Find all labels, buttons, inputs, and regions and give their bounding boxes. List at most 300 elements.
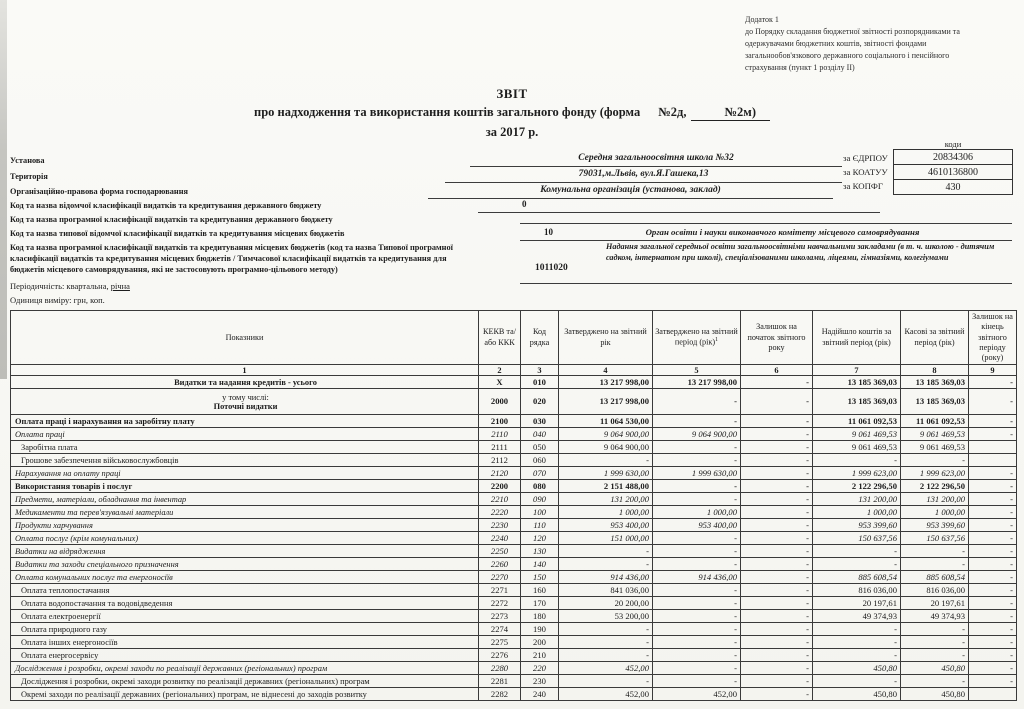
line-code-cell: 110 — [521, 519, 559, 532]
line-code-cell: 200 — [521, 636, 559, 649]
value-cell: 9 061 469,53 — [813, 428, 901, 441]
column-number: 1 — [11, 365, 479, 376]
line-code-cell: 130 — [521, 545, 559, 558]
value-cell: 914 436,00 — [653, 571, 741, 584]
indicator-label-cell: Грошове забезпечення військовослужбовців — [11, 454, 479, 467]
institution-label: Установа — [10, 156, 45, 165]
value-cell: 450,80 — [901, 662, 969, 675]
value-cell: 13 217 998,00 — [653, 376, 741, 389]
table-row — [11, 675, 1017, 688]
value-cell: - — [653, 480, 741, 493]
org-form-label: Організаційно-правова форма господарювання — [10, 187, 188, 196]
value-cell — [969, 441, 1017, 454]
value-cell: - — [653, 597, 741, 610]
value-cell: 49 374,93 — [813, 610, 901, 623]
kekv-code-cell: 2100 — [479, 415, 521, 428]
form-code-2d: №2д, — [658, 105, 687, 119]
value-cell: 13 185 369,03 — [813, 376, 901, 389]
indicator-label-cell: Дослідження і розробки, окремі заходи по реалізації державних (регіональних) програм — [11, 662, 479, 675]
indicator-label-cell: Окремі заходи по реалізації державних (регіональних) програм, не віднесені до заходів розвитку — [11, 688, 479, 701]
line-code-cell: 010 — [521, 376, 559, 389]
typical-departmental-classification-value — [520, 225, 1012, 241]
value-cell: 13 217 998,00 — [559, 376, 653, 389]
kekv-code-cell: 2110 — [479, 428, 521, 441]
value-cell: - — [653, 623, 741, 636]
value-cell: - — [813, 558, 901, 571]
column-header: Затверджено на звітний рік — [559, 311, 653, 365]
typical-classification-code: 10 — [544, 227, 553, 237]
table-row — [11, 649, 1017, 662]
line-code-cell: 080 — [521, 480, 559, 493]
table-row — [11, 454, 1017, 467]
periodicity-line — [10, 281, 130, 291]
program-classification-state-value — [520, 211, 1012, 224]
value-cell: 9 064 900,00 — [559, 441, 653, 454]
value-cell: - — [969, 519, 1017, 532]
value-cell: - — [813, 675, 901, 688]
value-cell: - — [741, 571, 813, 584]
departmental-classification-label: Код та назва відомчої класифікації видатків та кредитування державного бюджету — [10, 201, 322, 210]
territory-value: 79031,м.Львів, вул.Я.Гашека,13 — [445, 167, 842, 183]
indicator-label-cell: Оплата праці — [11, 428, 479, 441]
appendix-note-line: страхування (пункт 1 розділу ІІ) — [745, 63, 855, 72]
kekv-code-cell: 2240 — [479, 532, 521, 545]
value-cell: - — [969, 428, 1017, 441]
column-header: Показники — [11, 311, 479, 365]
value-cell: - — [653, 493, 741, 506]
line-code-cell: 090 — [521, 493, 559, 506]
value-cell: 20 197,61 — [813, 597, 901, 610]
value-cell: 1 000,00 — [813, 506, 901, 519]
unit-of-measure-label: Одиниця виміру: грн, коп. — [10, 295, 105, 305]
value-cell: - — [969, 415, 1017, 428]
edrpou-value: 20834306 — [894, 150, 1013, 165]
value-cell: - — [741, 454, 813, 467]
value-cell: - — [901, 558, 969, 571]
table-row — [11, 597, 1017, 610]
value-cell: 1 000,00 — [653, 506, 741, 519]
value-cell: 49 374,93 — [901, 610, 969, 623]
codes-box — [893, 149, 1013, 195]
line-code-cell: 020 — [521, 389, 559, 415]
value-cell: - — [969, 675, 1017, 688]
value-cell: - — [653, 532, 741, 545]
kekv-code-cell: 2272 — [479, 597, 521, 610]
table-row — [11, 688, 1017, 701]
column-header: Надійшло коштів за звітний період (рік) — [813, 311, 901, 365]
line-code-cell: 170 — [521, 597, 559, 610]
value-cell: - — [813, 636, 901, 649]
form-code-2m: №2м) — [691, 105, 771, 121]
value-cell: - — [969, 623, 1017, 636]
value-cell: - — [741, 558, 813, 571]
kekv-code-cell: 2274 — [479, 623, 521, 636]
value-cell: 953 399,60 — [813, 519, 901, 532]
value-cell: - — [901, 675, 969, 688]
value-cell: 450,80 — [813, 688, 901, 701]
koatuu-value: 4610136800 — [894, 165, 1013, 180]
indicator-label-cell: Нарахування на оплату праці — [11, 467, 479, 480]
value-cell: - — [559, 675, 653, 688]
value-cell: 9 064 900,00 — [559, 428, 653, 441]
line-code-cell: 210 — [521, 649, 559, 662]
value-cell: 1 999 623,00 — [813, 467, 901, 480]
value-cell: - — [653, 454, 741, 467]
value-cell: 53 200,00 — [559, 610, 653, 623]
kekv-code-cell: 2281 — [479, 675, 521, 688]
indicator-label-cell: Видатки та заходи спеціального призначення — [11, 558, 479, 571]
value-cell: - — [969, 584, 1017, 597]
value-cell: - — [653, 389, 741, 415]
value-cell: 1 999 623,00 — [901, 467, 969, 480]
table-row — [11, 623, 1017, 636]
value-cell: - — [653, 662, 741, 675]
table-row — [11, 428, 1017, 441]
value-cell: - — [653, 649, 741, 662]
value-cell: - — [559, 649, 653, 662]
program-classification-local-value: Надання загальної середньої освіти загальноосвітніми навчальними закладами (в т. ч. школою - дитячим садком, інтернатом при школі), спеціалізованими школами, ліцеями, гімназіями, колегіумами — [606, 242, 995, 263]
value-cell: - — [653, 415, 741, 428]
value-cell: 131 200,00 — [813, 493, 901, 506]
value-cell: 11 061 092,53 — [901, 415, 969, 428]
column-header: Залишок на початок звітного року — [741, 311, 813, 365]
table-row — [11, 571, 1017, 584]
line-code-cell: 150 — [521, 571, 559, 584]
indicator-label-cell: Оплата комунальних послуг та енергоносіїв — [11, 571, 479, 584]
column-number: 5 — [653, 365, 741, 376]
value-cell: - — [969, 480, 1017, 493]
value-cell: - — [741, 519, 813, 532]
value-cell: - — [969, 662, 1017, 675]
value-cell: 9 061 469,53 — [901, 428, 969, 441]
kopfg-label: за КОПФГ — [843, 181, 883, 191]
value-cell: - — [741, 597, 813, 610]
value-cell: 885 608,54 — [813, 571, 901, 584]
value-cell: - — [813, 545, 901, 558]
line-code-cell: 180 — [521, 610, 559, 623]
value-cell: - — [741, 545, 813, 558]
column-number: 6 — [741, 365, 813, 376]
indicator-label-cell: Продукти харчування — [11, 519, 479, 532]
value-cell: - — [741, 506, 813, 519]
value-cell: - — [741, 480, 813, 493]
appendix-note-line: до Порядку складання бюджетної звітності розпорядниками та — [745, 27, 960, 36]
edrpou-label: за ЄДРПОУ — [843, 153, 888, 163]
value-cell: - — [969, 636, 1017, 649]
line-code-cell: 230 — [521, 675, 559, 688]
value-cell: 9 061 469,53 — [813, 441, 901, 454]
kekv-code-cell: 2250 — [479, 545, 521, 558]
value-cell: - — [969, 532, 1017, 545]
kekv-code-cell: 2280 — [479, 662, 521, 675]
value-cell: - — [969, 493, 1017, 506]
line-code-cell: 220 — [521, 662, 559, 675]
value-cell: 452,00 — [559, 662, 653, 675]
kekv-code-cell: 2260 — [479, 558, 521, 571]
value-cell: - — [653, 441, 741, 454]
appendix-note — [745, 14, 1015, 74]
value-cell: 953 400,00 — [653, 519, 741, 532]
line-code-cell: 060 — [521, 454, 559, 467]
koatuu-label: за КОАТУУ — [843, 167, 888, 177]
value-cell: - — [653, 675, 741, 688]
value-cell: - — [653, 584, 741, 597]
line-code-cell: 100 — [521, 506, 559, 519]
table-row — [11, 415, 1017, 428]
value-cell: - — [559, 558, 653, 571]
indicator-label-cell: Використання товарів і послуг — [11, 480, 479, 493]
report-title-line1: ЗВІТ — [496, 86, 528, 101]
value-cell: - — [741, 649, 813, 662]
value-cell: 1 000,00 — [559, 506, 653, 519]
indicator-label-cell: Оплата електроенергії — [11, 610, 479, 623]
value-cell: - — [653, 610, 741, 623]
kekv-code-cell: 2270 — [479, 571, 521, 584]
value-cell: 452,00 — [653, 688, 741, 701]
indicator-label-cell: Оплата інших енергоносіїв — [11, 636, 479, 649]
column-header: Залишок на кінець звітного періоду (року) — [969, 311, 1017, 365]
indicator-label-cell: Видатки та надання кредитів - усього — [11, 376, 479, 389]
report-title-line2 — [112, 105, 912, 120]
kekv-code-cell: 2276 — [479, 649, 521, 662]
value-cell: 953 399,60 — [901, 519, 969, 532]
value-cell: 13 185 369,03 — [813, 389, 901, 415]
institution-value: Середня загальноосвітня школа №32 — [470, 151, 842, 167]
kekv-code-cell: X — [479, 376, 521, 389]
column-header: Код рядка — [521, 311, 559, 365]
value-cell: - — [741, 675, 813, 688]
value-cell: 450,80 — [901, 688, 969, 701]
codes-heading: коди — [944, 139, 962, 149]
program-classification-state-label: Код та назва програмної класифікації видатків та кредитування державного бюджету — [10, 215, 333, 224]
line-code-cell: 040 — [521, 428, 559, 441]
table-row — [11, 636, 1017, 649]
column-number: 9 — [969, 365, 1017, 376]
value-cell: - — [813, 649, 901, 662]
value-cell: 150 637,56 — [813, 532, 901, 545]
value-cell: 953 400,00 — [559, 519, 653, 532]
value-cell: - — [901, 623, 969, 636]
line-code-cell: 070 — [521, 467, 559, 480]
value-cell: - — [741, 688, 813, 701]
value-cell: 9 064 900,00 — [653, 428, 741, 441]
table-row — [11, 662, 1017, 675]
value-cell — [969, 688, 1017, 701]
indicator-label-cell: Видатки на відрядження — [11, 545, 479, 558]
kekv-code-cell: 2271 — [479, 584, 521, 597]
indicator-label-cell: Оплата водопостачання та водовідведення — [11, 597, 479, 610]
indicator-label-cell: у тому числі: Поточні видатки — [11, 389, 479, 415]
value-cell: - — [741, 415, 813, 428]
indicator-label-cell: Дослідження і розробки, окремі заходи розвитку по реалізації державних (регіональних) програм — [11, 675, 479, 688]
kekv-code-cell: 2200 — [479, 480, 521, 493]
kekv-code-cell: 2112 — [479, 454, 521, 467]
column-number: 3 — [521, 365, 559, 376]
value-cell: 816 036,00 — [901, 584, 969, 597]
line-code-cell: 160 — [521, 584, 559, 597]
table-row — [11, 610, 1017, 623]
value-cell: - — [741, 493, 813, 506]
value-cell: - — [741, 376, 813, 389]
table-row — [11, 558, 1017, 571]
kekv-code-cell: 2210 — [479, 493, 521, 506]
value-cell: 13 185 369,03 — [901, 376, 969, 389]
value-cell: - — [969, 649, 1017, 662]
column-number: 2 — [479, 365, 521, 376]
line-code-cell: 120 — [521, 532, 559, 545]
table-head — [11, 311, 1017, 376]
indicator-label-cell: Медикаменти та перев'язувальні матеріали — [11, 506, 479, 519]
value-cell: - — [813, 623, 901, 636]
value-cell: - — [741, 584, 813, 597]
org-form-value: Комунальна організація (установа, заклад) — [428, 183, 833, 199]
table-row — [11, 441, 1017, 454]
line-code-cell: 190 — [521, 623, 559, 636]
table-row — [11, 376, 1017, 389]
value-cell: - — [559, 454, 653, 467]
value-cell: - — [559, 636, 653, 649]
value-cell: 13 217 998,00 — [559, 389, 653, 415]
indicator-label-cell: Оплата послуг (крім комунальних) — [11, 532, 479, 545]
table-body — [11, 376, 1017, 701]
column-number: 7 — [813, 365, 901, 376]
value-cell: - — [969, 389, 1017, 415]
value-cell: - — [969, 376, 1017, 389]
value-cell: - — [741, 532, 813, 545]
value-cell: - — [901, 454, 969, 467]
title-form-text: про надходження та використання коштів загального фонду (форма — [254, 105, 641, 119]
kekv-code-cell: 2230 — [479, 519, 521, 532]
value-cell: - — [901, 636, 969, 649]
column-header: Касові за звітний період (рік) — [901, 311, 969, 365]
kekv-code-cell: 2000 — [479, 389, 521, 415]
line-code-cell: 050 — [521, 441, 559, 454]
value-cell: 2 122 296,50 — [813, 480, 901, 493]
value-cell: 150 637,56 — [901, 532, 969, 545]
value-cell: - — [969, 571, 1017, 584]
table-row — [11, 519, 1017, 532]
column-header: КЕКВ та/або ККК — [479, 311, 521, 365]
line-code-cell: 240 — [521, 688, 559, 701]
indicator-label-cell: Оплата енергосервісу — [11, 649, 479, 662]
value-cell: - — [741, 467, 813, 480]
program-classification-local-code: 1011020 — [535, 263, 568, 273]
table-row — [11, 480, 1017, 493]
value-cell: 9 061 469,53 — [901, 441, 969, 454]
column-number-row — [11, 365, 1017, 376]
value-cell: 1 999 630,00 — [559, 467, 653, 480]
periodicity-label: Періодичність: квартальна, — [10, 281, 111, 291]
value-cell: - — [969, 467, 1017, 480]
value-cell: - — [969, 506, 1017, 519]
value-cell: 131 200,00 — [559, 493, 653, 506]
table-row — [11, 545, 1017, 558]
value-cell: - — [741, 428, 813, 441]
scanner-edge-artifact — [0, 0, 7, 379]
program-classification-local-label: Код та назва програмної класифікації видатків та кредитування місцевих бюджетів (код та назва Типової програмної класифікації видатків та кредитування місцевих бюджетів / Тимчасової класифікації видатків та кредитування для бюджетів місцевого самоврядування, які не застосовують програмно-цільового методу) — [10, 243, 453, 274]
value-cell: 2 122 296,50 — [901, 480, 969, 493]
kekv-code-cell: 2120 — [479, 467, 521, 480]
table-row — [11, 584, 1017, 597]
value-cell: - — [741, 623, 813, 636]
kopfg-value: 430 — [894, 180, 1013, 195]
value-cell: - — [901, 545, 969, 558]
report-title-year: за 2017 р. — [485, 125, 539, 139]
column-number: 8 — [901, 365, 969, 376]
table-row — [11, 493, 1017, 506]
value-cell: 1 999 630,00 — [653, 467, 741, 480]
value-cell: - — [653, 558, 741, 571]
territory-label: Територія — [10, 172, 48, 181]
value-cell: 841 036,00 — [559, 584, 653, 597]
indicator-label-cell: Оплата природного газу — [11, 623, 479, 636]
value-cell: - — [653, 545, 741, 558]
value-cell: - — [969, 545, 1017, 558]
value-cell: - — [741, 441, 813, 454]
value-cell: 20 200,00 — [559, 597, 653, 610]
value-cell: - — [741, 662, 813, 675]
value-cell: 131 200,00 — [901, 493, 969, 506]
table-row — [11, 467, 1017, 480]
table-row — [11, 389, 1017, 415]
kekv-code-cell: 2275 — [479, 636, 521, 649]
value-cell: 151 000,00 — [559, 532, 653, 545]
typical-classification-name: Орган освіти і науки виконавчого комітету місцевого самоврядування — [645, 227, 920, 237]
value-cell: - — [559, 623, 653, 636]
value-cell: - — [741, 610, 813, 623]
appendix-note-line: одержувачами бюджетних коштів, звітності фондами — [745, 39, 927, 48]
report-title — [112, 86, 912, 140]
value-cell: 1 000,00 — [901, 506, 969, 519]
kekv-code-cell: 2220 — [479, 506, 521, 519]
departmental-classification-value: 0 — [478, 197, 880, 213]
value-cell: 885 608,54 — [901, 571, 969, 584]
indicator-label-cell: Заробітна плата — [11, 441, 479, 454]
line-code-cell: 030 — [521, 415, 559, 428]
program-classification-local-underline — [520, 283, 1012, 284]
value-cell: 13 185 369,03 — [901, 389, 969, 415]
value-cell: 11 064 530,00 — [559, 415, 653, 428]
value-cell: - — [969, 597, 1017, 610]
value-cell: - — [741, 389, 813, 415]
indicator-label-cell: Оплата праці і нарахування на заробітну плату — [11, 415, 479, 428]
column-number: 4 — [559, 365, 653, 376]
value-cell: - — [813, 454, 901, 467]
value-cell: 2 151 488,00 — [559, 480, 653, 493]
budget-table — [10, 310, 1017, 701]
indicator-label-cell: Предмети, матеріали, обладнання та інвентар — [11, 493, 479, 506]
value-cell: 450,80 — [813, 662, 901, 675]
value-cell: 452,00 — [559, 688, 653, 701]
kekv-code-cell: 2273 — [479, 610, 521, 623]
value-cell — [969, 454, 1017, 467]
value-cell: 11 061 092,53 — [813, 415, 901, 428]
value-cell: - — [653, 636, 741, 649]
kekv-code-cell: 2111 — [479, 441, 521, 454]
value-cell: 20 197,61 — [901, 597, 969, 610]
table-row — [11, 532, 1017, 545]
appendix-note-line: загальнообов'язкового державного соціального і пенсійного — [745, 51, 950, 60]
table-row — [11, 506, 1017, 519]
value-cell: 914 436,00 — [559, 571, 653, 584]
indicator-label-cell: Оплата теплопостачання — [11, 584, 479, 597]
value-cell: - — [559, 545, 653, 558]
value-cell: - — [741, 636, 813, 649]
line-code-cell: 140 — [521, 558, 559, 571]
typical-departmental-classification-label: Код та назва типової відомчої класифікації видатків та кредитування місцевих бюджетів — [10, 229, 345, 238]
column-header: Затверджено на звітний період (рік)$^1$ — [653, 311, 741, 365]
value-cell: - — [969, 610, 1017, 623]
